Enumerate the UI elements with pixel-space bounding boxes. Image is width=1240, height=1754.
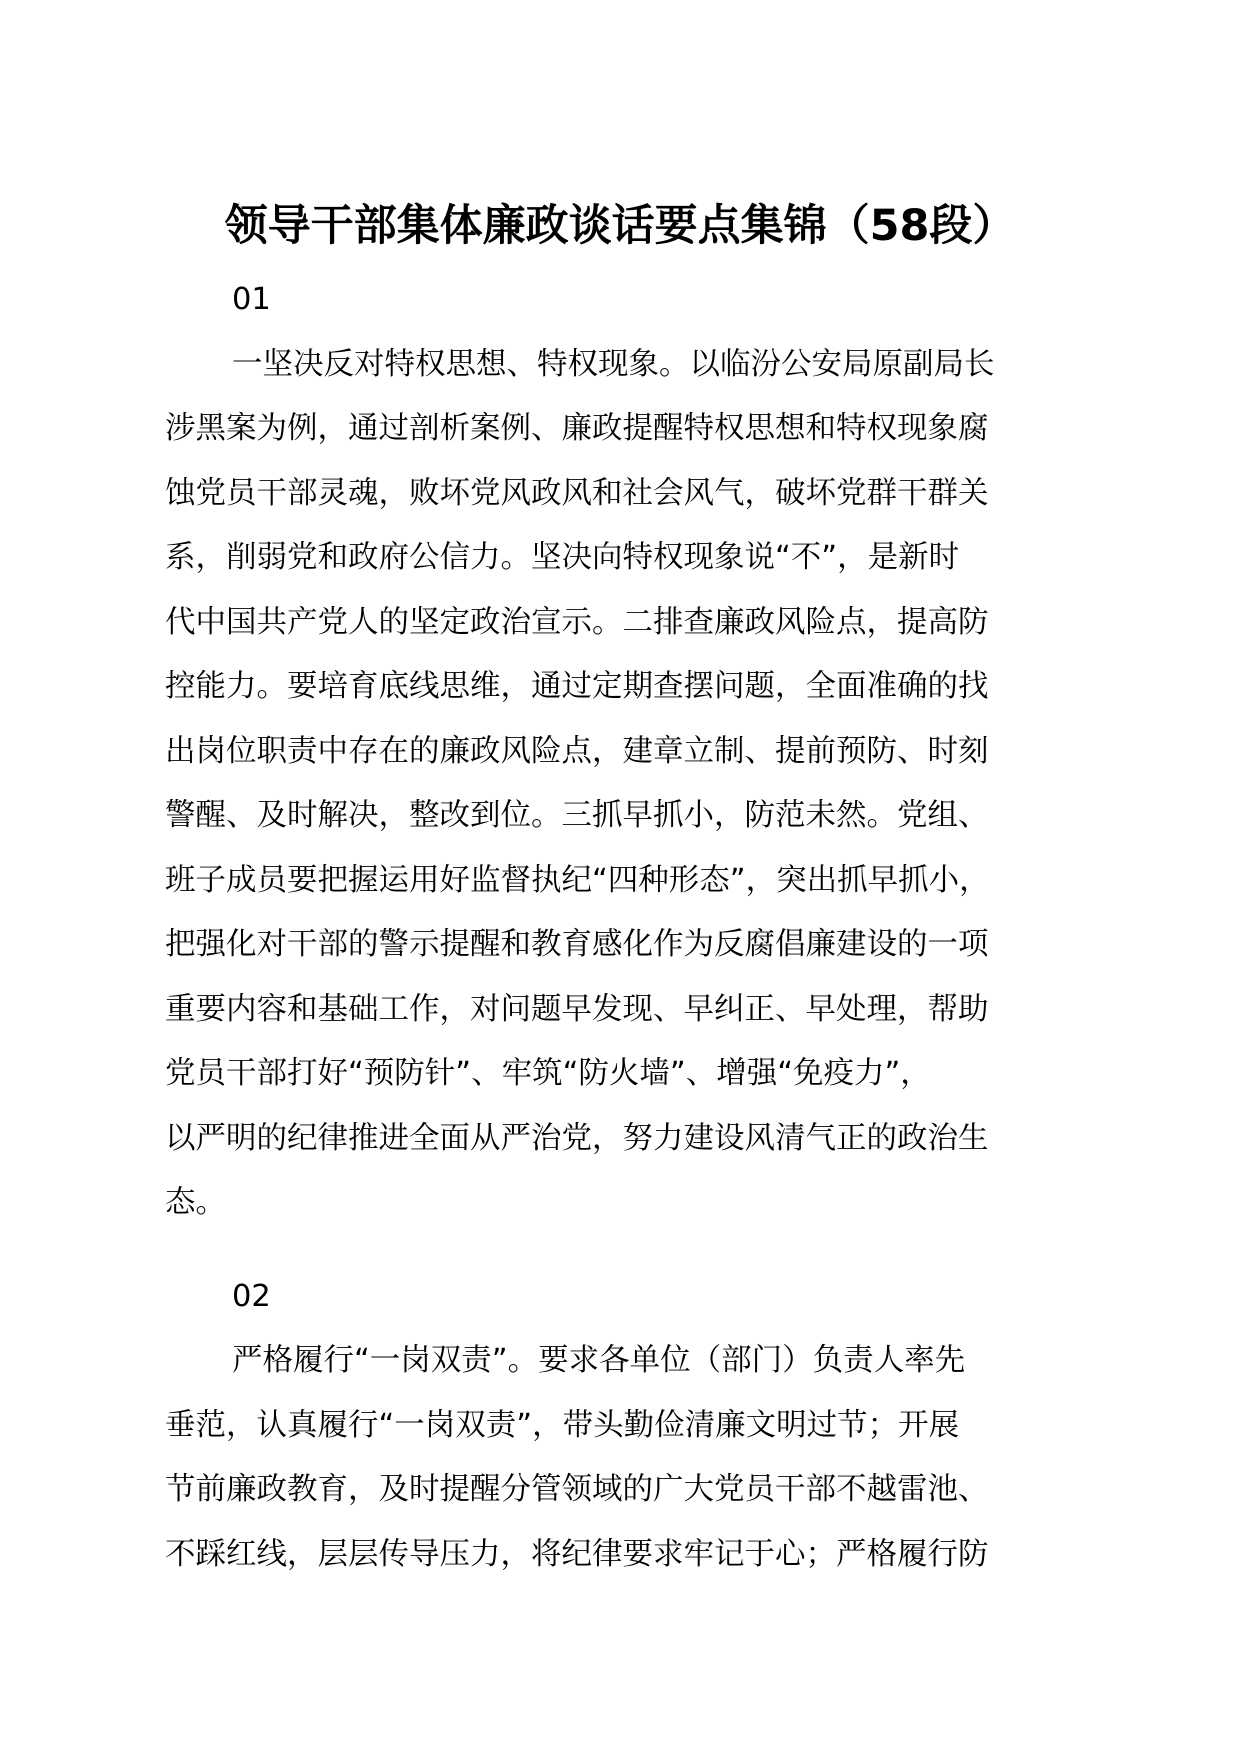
paragraph-line: 系，削弱党和政府公信力。坚决向特权现象说“不”，是新时 — [165, 540, 960, 575]
paragraph-line: 代中国共产党人的坚定政治宣示。二排查廉政风险点，提高防 — [165, 604, 989, 640]
paragraph-line: 一坚决反对特权思想、特权现象。以临汾公安局原副局长 — [232, 346, 995, 382]
paragraph-line: 节前廉政教育，及时提醒分管领域的广大党员干部不越雷池、 — [165, 1472, 989, 1507]
document-body — [165, 268, 1125, 1587]
paragraph-line: 蚀党员干部灵魂，败坏党风政风和社会风气，破坏党群干群关 — [165, 475, 989, 511]
paragraph-line: 以严明的纪律推进全面从严治党，努力建设风清气正的政治生 — [165, 1120, 989, 1156]
section-number: 02 — [232, 1278, 271, 1314]
section-paragraph — [165, 333, 1125, 1236]
paragraph-line: 不踩红线，层层传导压力，将纪律要求牢记于心；严格履行防 — [165, 1536, 989, 1572]
document-title: 领导干部集体廉政谈话要点集锦（58段） — [224, 201, 1016, 251]
paragraph-line: 严格履行“一岗双责”。要求各单位（部门）负责人率先 — [232, 1343, 966, 1378]
paragraph-line: 班子成员要把握运用好监督执纪“四种形态”，突出抓早抓小， — [165, 862, 990, 898]
paragraph-line: 态。 — [165, 1185, 226, 1220]
paragraph-line: 控能力。要培育底线思维，通过定期查摆问题，全面准确的找 — [165, 669, 989, 704]
section-gap — [165, 1236, 1125, 1265]
paragraph-line: 涉黑案为例，通过剖析案例、廉政提醒特权思想和特权现象腐 — [165, 411, 989, 446]
section-number: 01 — [232, 282, 271, 317]
paragraph-line: 出岗位职责中存在的廉政风险点，建章立制、提前预防、时刻 — [165, 733, 989, 769]
section-paragraph — [165, 1329, 1125, 1587]
paragraph-line: 把强化对干部的警示提醒和教育感化作为反腐倡廉建设的一项 — [165, 927, 989, 962]
paragraph-line: 党员干部打好“预防针”、牢筑“防火墙”、增强“免疫力”， — [165, 1056, 931, 1091]
paragraph-line: 重要内容和基础工作，对问题早发现、早纠正、早处理，帮助 — [165, 991, 989, 1027]
paragraph-line: 垂范，认真履行“一岗双责”，带头勤俭清廉文明过节；开展 — [165, 1407, 960, 1443]
paragraph-line: 警醒、及时解决，整改到位。三抓早抓小，防范未然。党组、 — [165, 798, 989, 833]
